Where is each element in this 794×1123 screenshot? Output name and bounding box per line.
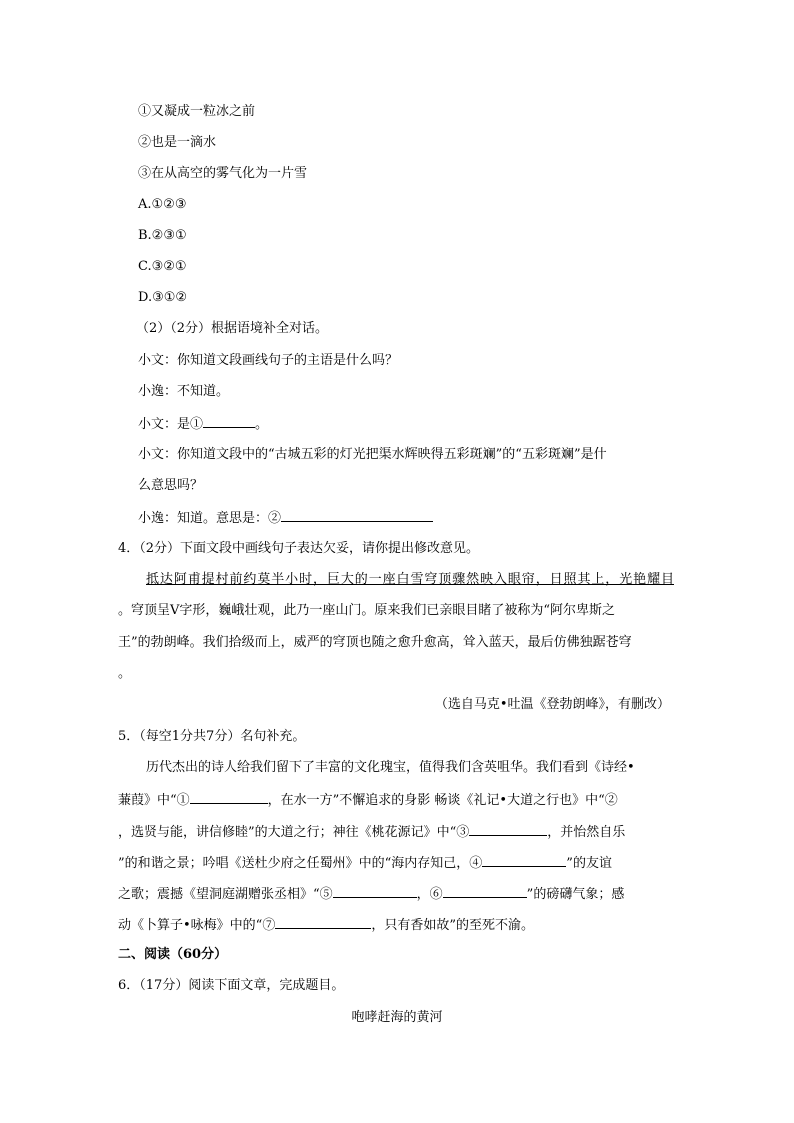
choice-b: B.②③① — [138, 228, 187, 243]
dialogue-line-3 — [138, 414, 676, 432]
q5-line-5-b: ，⑥ — [416, 887, 443, 902]
poem-blank-1[interactable] — [190, 790, 268, 804]
underlined-text: 抵达阿甫提村前约莫半小时，巨大的一座白雪穹顶骤然映入眼帘，日照其上，光艳耀目 — [146, 572, 674, 587]
option-line-1: ①又凝成一粒冰之前 — [138, 104, 256, 119]
q6-heading: 6．（17分）阅读下面文章，完成题目。 — [118, 978, 345, 993]
q4-source: （选自马克•吐温《登勃朗峰》，有删改） — [434, 697, 670, 712]
dialogue-line-6-text: 小逸：知道。意思是：② — [138, 511, 282, 526]
poem-blank-4[interactable] — [482, 853, 566, 867]
q5-line-2 — [118, 790, 676, 808]
q5-line-4-a: ”的和谐之景；吟唱《送杜少府之任蜀州》中的“海内存知己，④ — [118, 856, 483, 871]
q5-line-6-b: ，只有香如故”的至死不渝。 — [371, 918, 534, 933]
dialogue-line-3-text: 小文：是① — [138, 417, 204, 432]
q5-line-5-a: 之歌；震撼《望洞庭湖赠张丞相》“⑤ — [118, 887, 333, 902]
q5-line-1: 历代杰出的诗人给我们留下了丰富的文化瑰宝，值得我们含英咀华。我们看到《诗经• — [146, 760, 635, 775]
q5-line-2-b: ，在水一方”不懈追求的身影 畅谈《礼记•大道之行也》中“② — [267, 793, 618, 808]
q5-line-5 — [118, 884, 676, 902]
poem-blank-6[interactable] — [443, 884, 527, 898]
choice-d: D.③①② — [138, 290, 188, 305]
dialogue-line-5: 么意思吗？ — [138, 478, 204, 493]
q5-line-2-a: 蒹葭》中“① — [118, 793, 190, 808]
q5-line-6-a: 动《卜算子•咏梅》中的“⑦ — [118, 918, 276, 933]
q5-line-4-b: ”的友谊 — [566, 856, 612, 871]
poem-blank-7[interactable] — [275, 915, 371, 929]
q5-line-5-c: ”的磅礴气象；感 — [526, 887, 625, 902]
q5-heading: 5．（每空1分共7分）名句补充。 — [118, 729, 306, 744]
dialogue-line-4: 小文：你知道文段中的“古城五彩的灯光把渠水辉映得五彩斑斓”的“五彩斑斓”是什 — [138, 447, 607, 462]
q5-line-6 — [118, 915, 676, 933]
q4-paragraph-line-3: 王”的勃朗峰。我们拾级而上，威严的穹顶也随之愈升愈高，耸入蓝天，最后仿佛独踞苍穹 — [118, 635, 632, 650]
q3-2-heading: （2）（2分）根据语境补全对话。 — [136, 321, 329, 336]
option-line-3: ③在从高空的雾气化为一片雪 — [138, 166, 308, 181]
q4-paragraph-line-2: 。穹顶呈Ⅴ字形，巍峨壮观，此乃一座山门。原来我们已亲眼目睹了被称为“阿尔卑斯之 — [118, 603, 616, 618]
dialogue-line-2: 小逸：不知道。 — [138, 384, 230, 399]
q4-paragraph-line-4: 。 — [118, 666, 132, 681]
q5-line-3-b: ，并怡然自乐 — [547, 825, 626, 840]
option-line-2: ②也是一滴水 — [138, 135, 217, 150]
answer-blank-2[interactable] — [281, 508, 433, 522]
answer-blank-1[interactable] — [203, 414, 255, 428]
q4-heading: 4．（2分）下面文段中画线句子表达欠妥，请你提出修改意见。 — [118, 541, 480, 556]
q5-line-3-a: ，选贤与能，讲信修睦”的大道之行；神往《桃花源记》中“③ — [118, 825, 470, 840]
poem-blank-5[interactable] — [333, 884, 417, 898]
dialogue-line-3-end: 。 — [255, 417, 269, 432]
article-title: 咆哮赶海的黄河 — [351, 1010, 443, 1025]
q5-line-3 — [118, 822, 676, 840]
choice-a: A.①②③ — [138, 197, 187, 212]
poem-blank-3[interactable] — [469, 822, 547, 836]
section-heading: 二、阅读（60分） — [118, 947, 228, 962]
q4-underlined-sentence — [146, 571, 674, 589]
dialogue-line-6 — [138, 508, 676, 526]
choice-c: C.③②① — [138, 259, 187, 274]
dialogue-line-1: 小文：你知道文段画线句子的主语是什么吗？ — [138, 353, 399, 368]
q5-line-4 — [118, 853, 676, 871]
